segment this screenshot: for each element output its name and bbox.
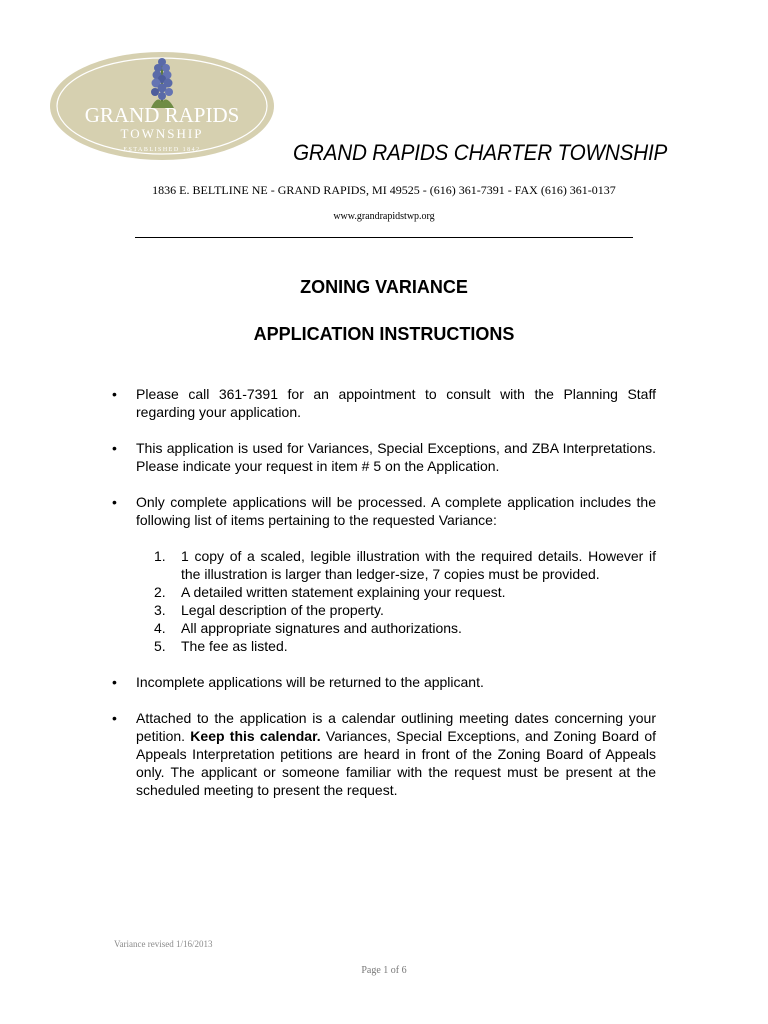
bullet-text: Only complete applications will be processed. A complete application includes the following list of items pertaining to the requested Variance:: [136, 494, 656, 528]
bullet-icon: •: [112, 710, 117, 726]
instruction-bullet: [108, 709, 656, 799]
list-item: 5. The fee as listed.: [154, 638, 288, 654]
keep-calendar-emphasis: Keep this calendar.: [190, 728, 321, 744]
svg-text:TOWNSHIP: TOWNSHIP: [120, 126, 204, 141]
bullet-text: This application is used for Variances, Special Exceptions, and ZBA Interpretations. Please indicate your request in item # 5 on the Application.: [136, 440, 656, 474]
instruction-bullet: [108, 439, 656, 475]
township-logo-graphic: [47, 50, 277, 162]
bullet-icon: •: [112, 386, 117, 402]
required-items-list: [154, 547, 656, 655]
bullet-icon: •: [112, 440, 117, 456]
bullet-icon: •: [112, 494, 117, 510]
bullet-icon: •: [112, 674, 117, 690]
list-item: 2. A detailed written statement explaining your request.: [154, 584, 506, 600]
bullet-text: Please call 361-7391 for an appointment to consult with the Planning Staff regarding your application.: [136, 386, 656, 420]
svg-text:ESTABLISHED 1842: ESTABLISHED 1842: [123, 147, 201, 153]
list-item: 1. 1 copy of a scaled, legible illustration with the required details. However if the illustration is larger than ledger-size, 7 copies must be provided.: [154, 548, 656, 582]
page-number: Page 1 of 6: [361, 965, 407, 976]
bullet-text: Attached to the application is a calendar outlining meeting dates concerning your petition. Keep this calendar. Variances, Special Exceptions, and Zoning Board of Appeals Interpretation petitions are heard in front of the Zoning Board of Appeals only. The applicant or someone familiar with the request must be present at the scheduled meeting to present the request.: [136, 710, 656, 798]
document-subtitle: APPLICATION INSTRUCTIONS: [253, 324, 515, 344]
organization-name: GRAND RAPIDS CHARTER TOWNSHIP: [293, 140, 668, 165]
svg-text:GRAND RAPIDS: GRAND RAPIDS: [84, 103, 240, 127]
instruction-bullet: [108, 673, 656, 691]
contact-address: 1836 E. BELTLINE NE - GRAND RAPIDS, MI 49525 - (616) 361-7391 - FAX (616) 361-0137: [152, 183, 616, 197]
document-title: ZONING VARIANCE: [300, 277, 468, 297]
list-item: 3. Legal description of the property.: [154, 602, 384, 618]
bullet-text: Incomplete applications will be returned to the applicant.: [136, 674, 484, 690]
revision-note: Variance revised 1/16/2013: [114, 939, 213, 949]
instruction-bullet: [108, 493, 656, 529]
website-link[interactable]: www.grandrapidstwp.org: [333, 211, 435, 222]
header-divider: [135, 237, 633, 238]
instructions-body: [108, 385, 656, 817]
list-item: 4. All appropriate signatures and authorizations.: [154, 620, 462, 636]
instruction-bullet: [108, 385, 656, 421]
township-logo: [47, 50, 277, 162]
